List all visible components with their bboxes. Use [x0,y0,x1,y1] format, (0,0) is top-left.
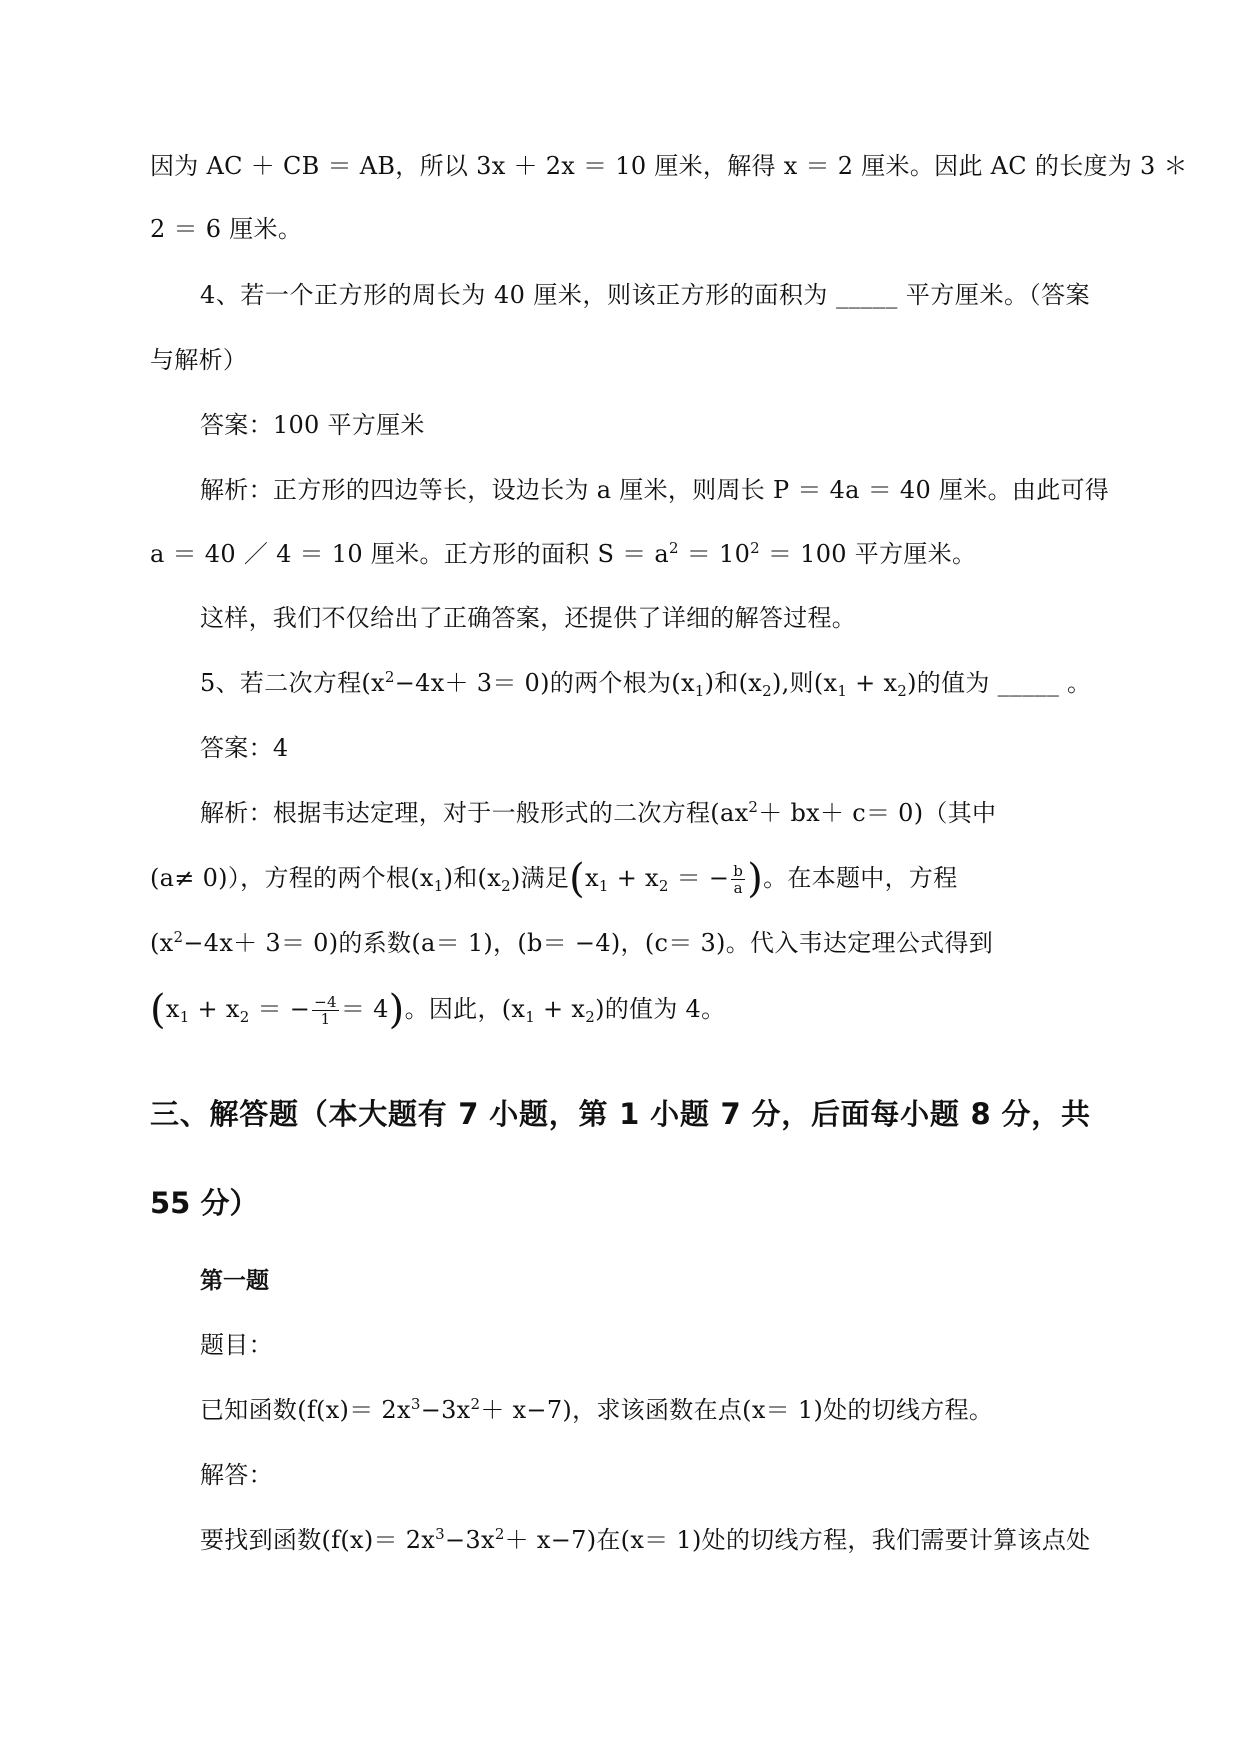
subscript: 1 [433,877,444,895]
answer-line: 答案：100 平方厘米 [200,411,425,439]
text-segment: + x [847,669,898,697]
solution-line [200,1524,1090,1556]
question-5 [200,667,1090,699]
analysis-line: 解析：正方形的四边等长，设边长为 a 厘米，则周长 P ＝ 4a ＝ 40 厘米。由此可得 [200,476,1110,504]
text-segment: 。在本题中，方程 [763,864,958,892]
text-line [150,987,1090,1033]
superscript: 2 [470,1395,481,1413]
fraction-numerator: b [733,862,744,880]
subscript: 2 [501,877,511,895]
subscript: 2 [762,682,772,700]
big-paren-open: ( [569,856,586,902]
text-segment: ＝ − [249,995,311,1023]
text-segment: + x [535,995,586,1023]
text-segment: 已知函数(f(x)＝ 2x [200,1396,411,1424]
text-segment: ＋ x−7)，求该函数在点(x＝ 1)处的切线方程。 [480,1396,994,1424]
subscript: 1 [598,877,609,895]
subscript: 2 [585,1008,596,1026]
text-line [150,856,1090,902]
subscript: 1 [837,682,848,700]
text-segment: x [165,995,180,1023]
text-segment: −4x＋ 3＝ 0)的系数(a＝ 1)，(b＝ −4)，(c＝ 3)。代入韦达定理公式得到 [183,929,994,957]
section-heading: 三、解答题（本大题有 7 小题，第 1 小题 7 分，后面每小题 8 分，共 [150,1097,1090,1131]
fraction [731,863,745,896]
text-segment: (a≠ 0)），方程的两个根(x [150,864,434,892]
text-segment: )满足 [510,864,570,892]
text-segment: ),则(x [771,669,838,697]
superscript: 2 [748,798,759,816]
text-line: 这样，我们不仅给出了正确答案，还提供了详细的解答过程。 [200,604,857,632]
superscript: 2 [750,539,760,557]
text-line [150,538,1090,570]
text-segment: ＝ 100 平方厘米。 [759,540,977,568]
subscript: 2 [239,1008,250,1026]
fraction-denominator: 1 [320,1010,331,1028]
text-line [150,927,1090,959]
subscript: 1 [525,1008,536,1026]
text-segment: a ＝ 40 ／ 4 ＝ 10 厘米。正方形的面积 S ＝ a [150,540,669,568]
text-segment: + x [189,995,240,1023]
text-segment: 5、若二次方程(x [200,669,385,697]
superscript: 2 [669,539,679,557]
text-segment: )和(x [443,864,502,892]
text-segment: ＋ x−7)在(x＝ 1)处的切线方程，我们需要计算该点处 [504,1526,1091,1554]
answer-line: 答案：4 [200,734,289,762]
text-segment: 。因此，(x [404,995,526,1023]
analysis-line [200,797,1090,829]
subscript: 2 [658,877,669,895]
question-4: 4、若一个正方形的周长为 40 厘米，则该正方形的面积为 _____ 平方厘米。（答案 [200,281,1090,309]
text-segment: )和(x [704,669,763,697]
subscript: 1 [694,682,705,700]
superscript: 2 [384,668,395,686]
big-paren-close: ) [388,987,405,1033]
fraction-denominator: a [733,879,743,897]
superscript: 2 [494,1525,505,1543]
subscript: 2 [897,682,908,700]
superscript: 3 [435,1525,445,1543]
text-segment: ＋ bx＋ c＝ 0)（其中 [758,799,997,827]
text-line: 题目： [200,1331,273,1359]
text-segment: 解析：根据韦达定理，对于一般形式的二次方程(ax [200,799,749,827]
big-paren-close: ) [747,856,764,902]
text-segment: ＝ 4 [340,995,389,1023]
subscript: 1 [179,1008,190,1026]
text-segment: (x [150,929,174,957]
text-segment: + x [608,864,659,892]
text-segment: ＝ − [668,864,730,892]
text-segment: )的值为 _____ 。 [907,669,1092,697]
text-segment: −3x [445,1526,495,1554]
text-segment: )的值为 4。 [595,995,726,1023]
section-heading-cont: 55 分） [150,1186,259,1220]
big-paren-open: ( [150,987,166,1033]
problem-title: 第一题 [200,1268,269,1294]
text-line: 2 ＝ 6 厘米。 [150,215,303,243]
superscript: 2 [173,928,184,946]
text-line: 因为 AC ＋ CB ＝ AB，所以 3x ＋ 2x ＝ 10 厘米，解得 x ＝ 2 厘米。因此 AC 的长度为 3 ＊ [150,152,1188,180]
text-segment: −3x [420,1396,471,1424]
fraction-numerator: −4 [314,993,337,1011]
superscript: 3 [410,1395,421,1413]
text-segment: ＝ 10 [678,540,751,568]
problem-statement [200,1394,1090,1426]
text-segment: x [585,864,599,892]
text-line: 解答： [200,1461,273,1489]
text-segment: 要找到函数(f(x)＝ 2x [200,1526,436,1554]
fraction [312,994,339,1027]
text-segment: −4x＋ 3＝ 0)的两个根为(x [394,669,695,697]
text-line: 与解析） [150,346,248,374]
